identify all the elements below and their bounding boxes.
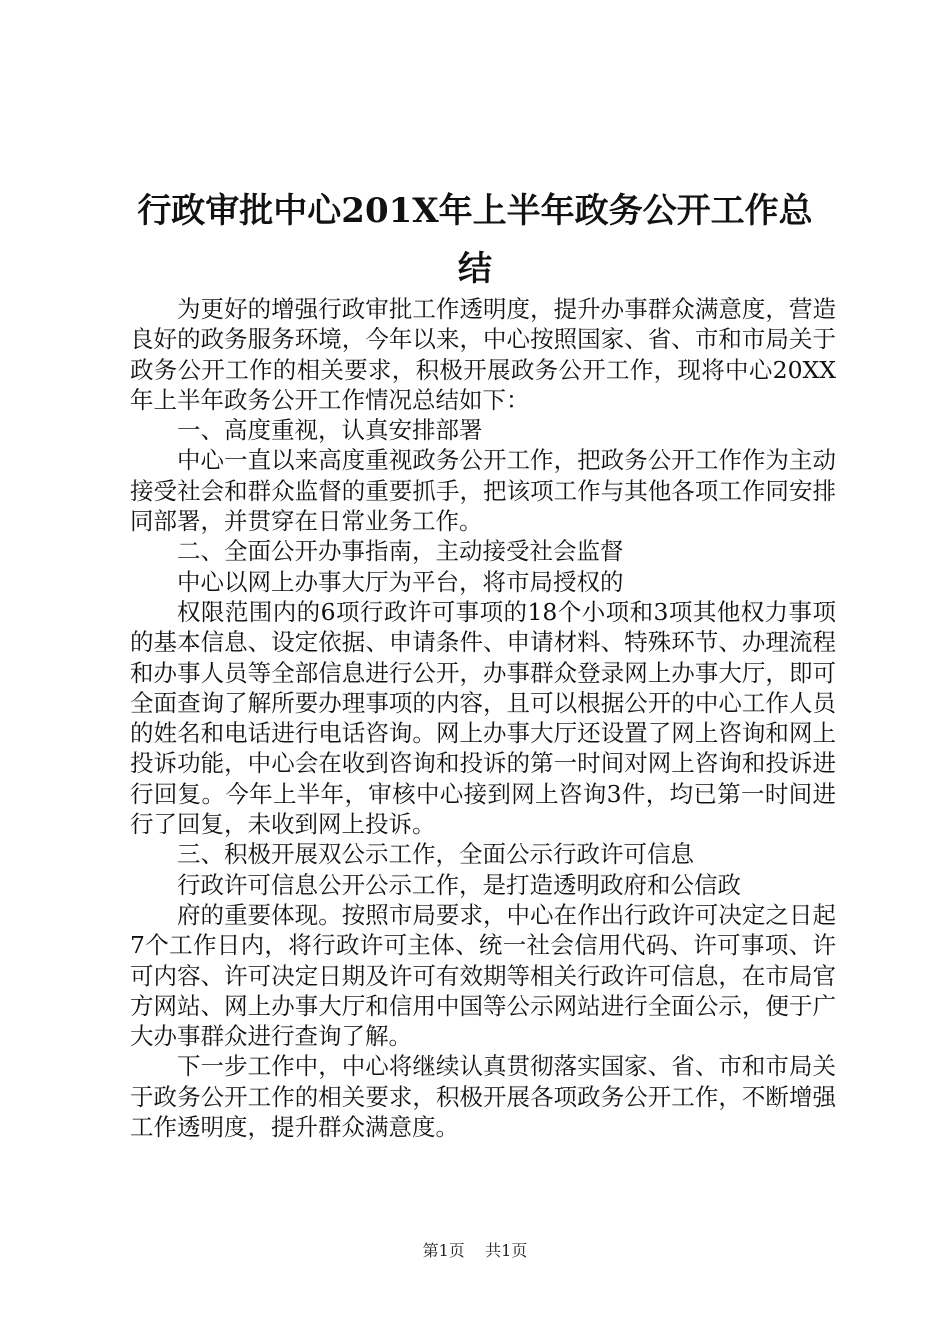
section-heading-2: 二、全面公开办事指南，主动接受社会监督 bbox=[177, 537, 624, 566]
section-1-paragraph: 中心一直以来高度重视政务公开工作，把政务公开工作作为主动接受社会和群众监督的重要抓手，把该项工作与其他各项工作同安排同部署，并贯穿在日常业务工作。 bbox=[130, 446, 836, 536]
document-title bbox=[120, 182, 830, 298]
intro-paragraph: 为更好的增强行政审批工作透明度，提升办事群众满意度，营造良好的政务服务环境，今年以来，中心按照国家、省、市和市局关于政务公开工作的相关要求，积极开展政务公开工作，现将中心20XX年上半年政务公开工作情况总结如下： bbox=[130, 295, 836, 414]
page-number-current: 第1页 bbox=[422, 1241, 465, 1260]
page-number-total: 共1页 bbox=[485, 1241, 528, 1260]
section-3-paragraph-b: 府的重要体现。按照市局要求，中心在作出行政许可决定之日起7个工作日内，将行政许可主体、统一社会信用代码、许可事项、许可内容、许可决定日期及许可有效期等相关行政许可信息，在市局官方网站、网上办事大厅和信用中国等公示网站进行全面公示，便于广大办事群众进行查询了解。 bbox=[130, 900, 836, 1051]
section-2-paragraph-a: 中心以网上办事大厅为平台，将市局授权的 bbox=[177, 567, 624, 596]
section-heading-3: 三、积极开展双公示工作，全面公示行政许可信息 bbox=[177, 840, 694, 869]
section-2-paragraph-b: 权限范围内的6项行政许可事项的18个小项和3项其他权力事项的基本信息、设定依据、申请条件、申请材料、特殊环节、办理流程和办事人员等全部信息进行公开，办事群众登录网上办事大厅，即可全面查询了解所要办理事项的内容，且可以根据公开的中心工作人员的姓名和电话进行电话咨询。网上办事大厅还设置了网上咨询和网上投诉功能，中心会在收到咨询和投诉的第一时间对网上咨询和投诉进行回复。今年上半年，审核中心接到网上咨询3件，均已第一时间进行了回复，未收到网上投诉。 bbox=[130, 597, 836, 839]
document-body bbox=[130, 294, 836, 1142]
title-line-2: 结 bbox=[458, 249, 492, 289]
section-3-paragraph-a: 行政许可信息公开公示工作，是打造透明政府和公信政 bbox=[177, 870, 741, 899]
section-heading-1: 一、高度重视，认真安排部署 bbox=[177, 416, 483, 445]
closing-paragraph: 下一步工作中，中心将继续认真贯彻落实国家、省、市和市局关于政务公开工作的相关要求，积极开展各项政务公开工作，不断增强工作透明度，提升群众满意度。 bbox=[130, 1052, 836, 1142]
title-line-1: 行政审批中心201X年上半年政务公开工作总 bbox=[137, 191, 813, 231]
page-footer bbox=[0, 1241, 950, 1261]
page-number-separator bbox=[470, 1241, 480, 1260]
